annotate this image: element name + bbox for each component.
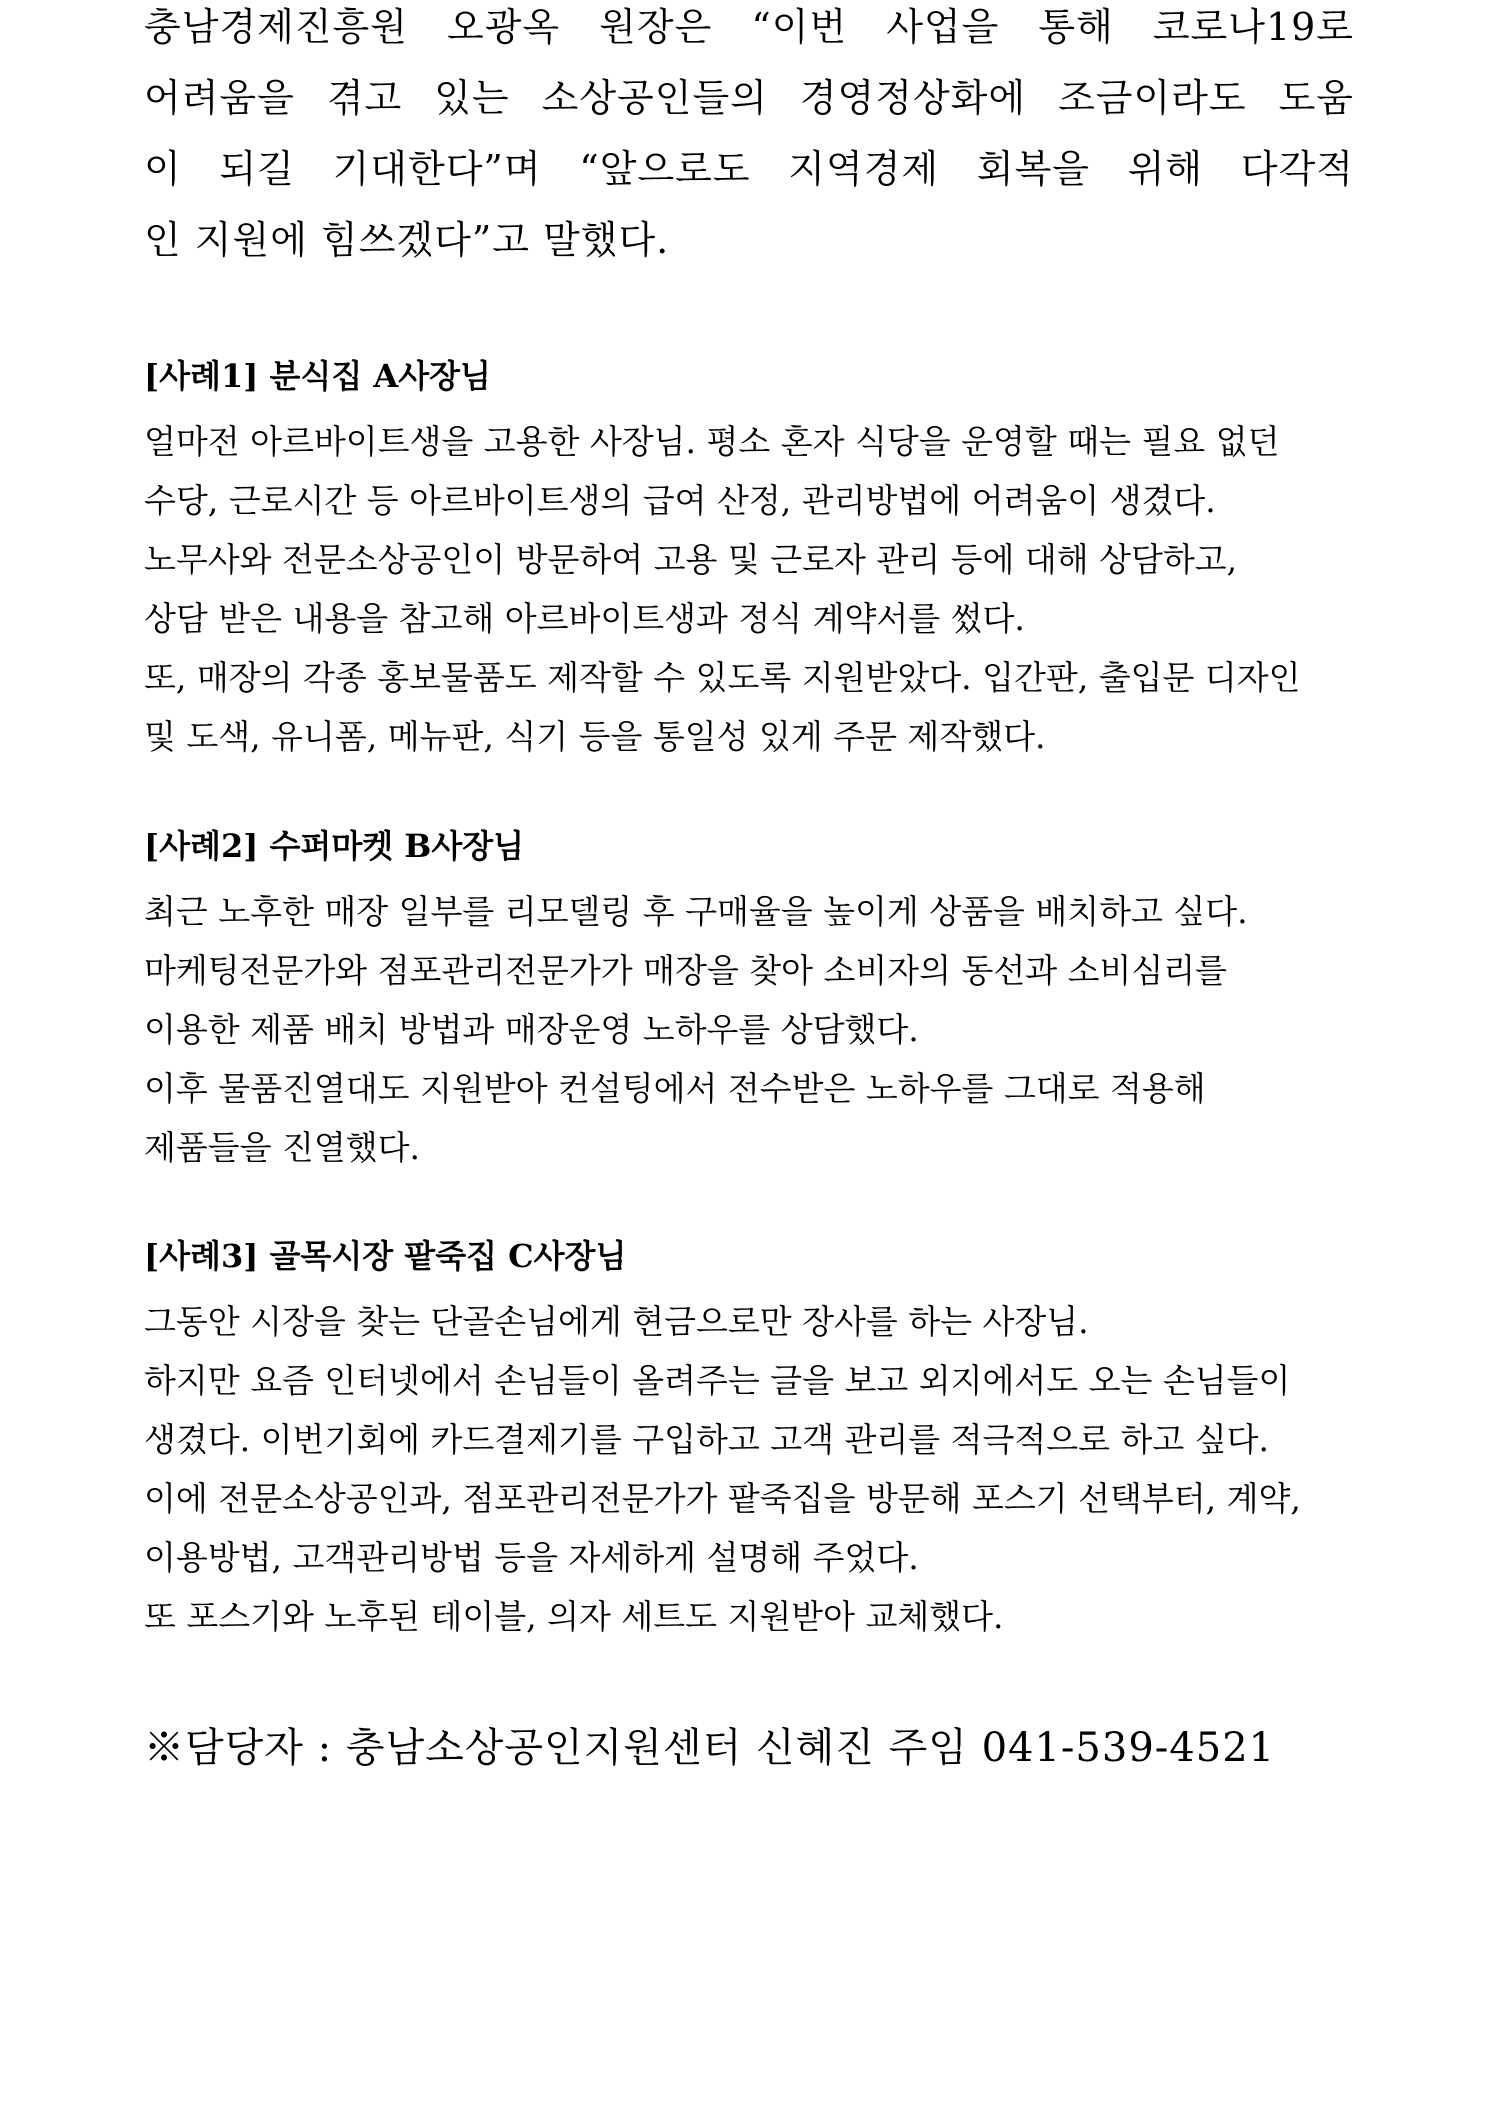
case-2-body — [144, 882, 1374, 1177]
case-3-title: [사례3] 골목시장 팥죽집 C사장님 — [144, 1237, 627, 1275]
case-3-line: 하지만 요즘 인터넷에서 손님들이 올려주는 글을 보고 외지에서도 오는 손님들이 — [144, 1361, 1291, 1400]
case-2 — [144, 826, 1374, 1177]
case-3-body — [144, 1292, 1374, 1646]
case-2-line: 제품들을 진열했다. — [144, 1128, 421, 1167]
case-3-line: 생겼다. 이번기회에 카드결제기를 구입하고 고객 관리를 적극적으로 하고 싶다. — [144, 1420, 1269, 1459]
intro-paragraph — [144, 0, 1354, 276]
case-1-line: 노무사와 전문소상공인이 방문하여 고용 및 근로자 관리 등에 대해 상담하고, — [144, 540, 1238, 579]
case-3-line: 또 포스기와 노후된 테이블, 의자 세트도 지원받아 교체했다. — [144, 1597, 1004, 1636]
case-2-line: 이후 물품진열대도 지원받아 컨설팅에서 전수받은 노하우를 그대로 적용해 — [144, 1069, 1206, 1108]
case-1-line: 얼마전 아르바이트생을 고용한 사장님. 평소 혼자 식당을 운영할 때는 필요 없던 — [144, 422, 1280, 461]
case-1-line: 및 도색, 유니폼, 메뉴판, 식기 등을 통일성 있게 주문 제작했다. — [144, 717, 1046, 756]
case-3-line: 그동안 시장을 찾는 단골손님에게 현금으로만 장사를 하는 사장님. — [144, 1302, 1089, 1341]
case-2-line: 최근 노후한 매장 일부를 리모델링 후 구매율을 높이게 상품을 배치하고 싶다. — [144, 892, 1248, 931]
case-1-body — [144, 412, 1374, 766]
intro-line: 어려움을 겪고 있는 소상공인들의 경영정상화에 조금이라도 도움 — [144, 76, 1354, 120]
case-1-line: 또, 매장의 각종 홍보물품도 제작할 수 있도록 지원받았다. 입간판, 출입문 디자인 — [144, 658, 1301, 697]
case-1-line: 상담 받은 내용을 참고해 아르바이트생과 정식 계약서를 썼다. — [144, 599, 1025, 638]
intro-line: 충남경제진흥원 오광옥 원장은 “이번 사업을 통해 코로나19로 — [144, 5, 1354, 49]
case-3 — [144, 1236, 1374, 1646]
intro-line: 인 지원에 힘쓰겠다”고 말했다. — [144, 218, 670, 262]
case-2-line: 마케팅전문가와 점포관리전문가가 매장을 찾아 소비자의 동선과 소비심리를 — [144, 951, 1228, 990]
contact-info: ※담당자 : 충남소상공인지원센터 신혜진 주임 041-539-4521 — [144, 1725, 1276, 1771]
intro-line: 이 되길 기대한다”며 “앞으로도 지역경제 회복을 위해 다각적 — [144, 147, 1354, 191]
case-2-line: 이용한 제품 배치 방법과 매장운영 노하우를 상담했다. — [144, 1010, 919, 1049]
case-1-line: 수당, 근로시간 등 아르바이트생의 급여 산정, 관리방법에 어려움이 생겼다. — [144, 481, 1216, 520]
case-2-title: [사례2] 수퍼마켓 B사장님 — [144, 827, 525, 865]
case-3-line: 이용방법, 고객관리방법 등을 자세하게 설명해 주었다. — [144, 1538, 919, 1577]
case-1 — [144, 356, 1374, 766]
case-1-title: [사례1] 분식집 A사장님 — [144, 357, 491, 395]
case-3-line: 이에 전문소상공인과, 점포관리전문가가 팥죽집을 방문해 포스기 선택부터, 계약, — [144, 1479, 1301, 1518]
